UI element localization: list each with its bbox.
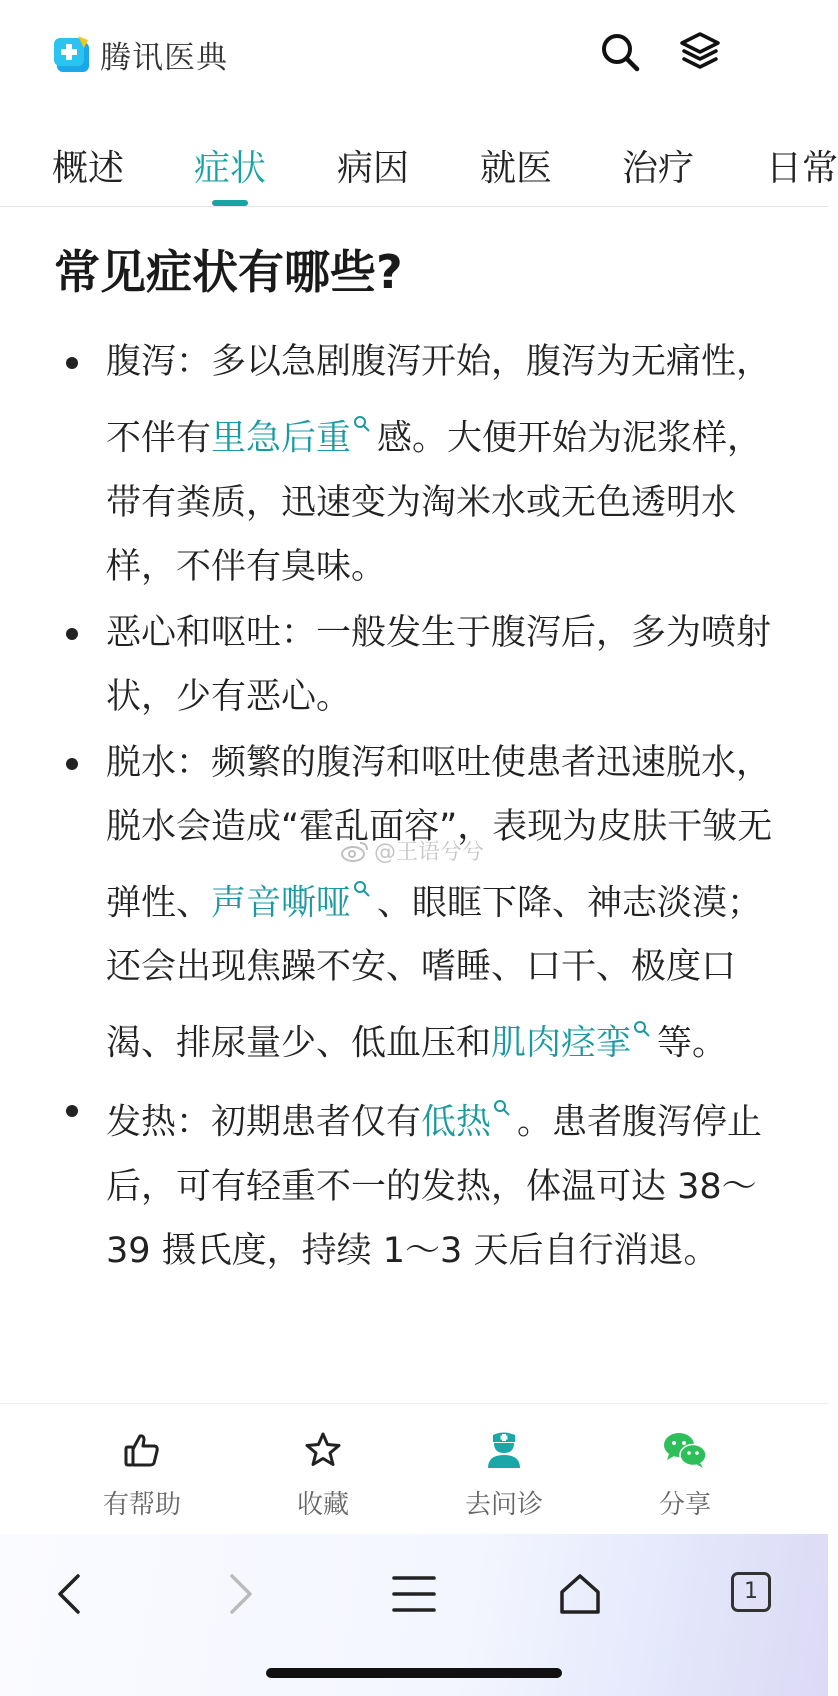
- brand-name: 腾讯医典: [100, 40, 228, 76]
- share-button[interactable]: [615, 1430, 755, 1521]
- term-link-tenesmus[interactable]: 里急后重: [211, 418, 352, 459]
- item-text: 感。大便开始为泥浆样，带有粪质，迅速变为淘米水或无色透明水样，不伴有臭味。: [106, 418, 763, 587]
- back-icon[interactable]: [40, 1564, 100, 1624]
- search-term-icon[interactable]: [493, 1074, 511, 1092]
- home-icon[interactable]: [550, 1564, 610, 1624]
- bullet-icon: [66, 628, 78, 640]
- share-label: 分享: [658, 1490, 711, 1520]
- item-text: 等。: [657, 1023, 728, 1064]
- bullet-icon: [66, 758, 78, 770]
- article-action-bar: [0, 1403, 828, 1534]
- item-text: 。患者腹泻停止后，可有轻重不一的发热，体温可达 38～39 摄氏度，持续 1～3 天后自行消退。: [106, 1102, 763, 1271]
- tab-treatment[interactable]: 治疗: [622, 148, 695, 189]
- consult-label: 去问诊: [464, 1490, 543, 1520]
- item-text: 脱水：频繁的腹泻和呕吐使患者迅速脱水，脱水会造成“霍乱面容”，表现为皮肤干皱无弹性、: [106, 742, 773, 924]
- tab-count-button[interactable]: 1: [731, 1572, 771, 1612]
- list-item: [54, 330, 774, 599]
- list-item: [54, 1078, 774, 1283]
- watermark-text: @王语兮兮: [374, 840, 485, 865]
- tab-causes[interactable]: 病因: [337, 148, 410, 189]
- active-tab-indicator: [212, 200, 248, 206]
- tab-medical-visit[interactable]: 就医: [480, 148, 553, 189]
- section-heading: 常见症状有哪些?: [54, 245, 403, 299]
- wechat-icon: [662, 1430, 708, 1470]
- item-text: 、眼眶下降、神志淡漠；还会出现焦躁不安、嗜睡、口干、极度口渴、排尿量少、低血压和: [106, 883, 763, 1064]
- term-link-low-fever[interactable]: 低热: [421, 1102, 492, 1143]
- helpful-button[interactable]: [72, 1430, 212, 1521]
- search-icon[interactable]: [598, 30, 642, 74]
- list-item: [54, 601, 774, 729]
- star-icon: [303, 1430, 343, 1470]
- layers-icon[interactable]: [678, 30, 722, 74]
- tab-symptoms[interactable]: 症状: [194, 148, 267, 189]
- tab-overview[interactable]: 概述: [52, 148, 125, 189]
- term-link-hoarseness[interactable]: 声音嘶哑: [211, 883, 352, 924]
- menu-icon[interactable]: [384, 1564, 444, 1624]
- thumbs-up-icon: [122, 1430, 162, 1470]
- bullet-icon: [66, 1105, 78, 1117]
- item-text: 腹泻：多以急剧腹泻开始，腹泻为无痛性，不伴有: [106, 342, 772, 459]
- term-link-muscle-cramp[interactable]: 肌肉痉挛: [491, 1023, 632, 1064]
- favorite-button[interactable]: [253, 1430, 393, 1521]
- tencent-medical-logo-icon: [54, 36, 92, 74]
- app-header: [0, 0, 828, 110]
- weibo-icon: [340, 839, 370, 863]
- list-item: [54, 731, 774, 1076]
- home-indicator: [266, 1668, 562, 1678]
- doctor-icon: [484, 1430, 524, 1470]
- section-tabs: [0, 130, 838, 207]
- favorite-label: 收藏: [296, 1490, 349, 1520]
- consult-doctor-button[interactable]: [434, 1430, 574, 1521]
- bullet-icon: [66, 357, 78, 369]
- search-term-icon[interactable]: [633, 995, 651, 1013]
- brand-logo[interactable]: [54, 32, 228, 77]
- tab-daily-care[interactable]: 日常: [766, 148, 838, 189]
- search-term-icon[interactable]: [353, 390, 371, 408]
- symptom-list: [54, 330, 774, 1285]
- forward-icon[interactable]: [210, 1564, 270, 1624]
- item-text: 恶心和呕吐：一般发生于腹泻后，多为喷射状，少有恶心。: [106, 612, 772, 717]
- item-text: 发热：初期患者仅有: [106, 1102, 422, 1143]
- helpful-label: 有帮助: [102, 1490, 181, 1520]
- watermark: [340, 835, 484, 866]
